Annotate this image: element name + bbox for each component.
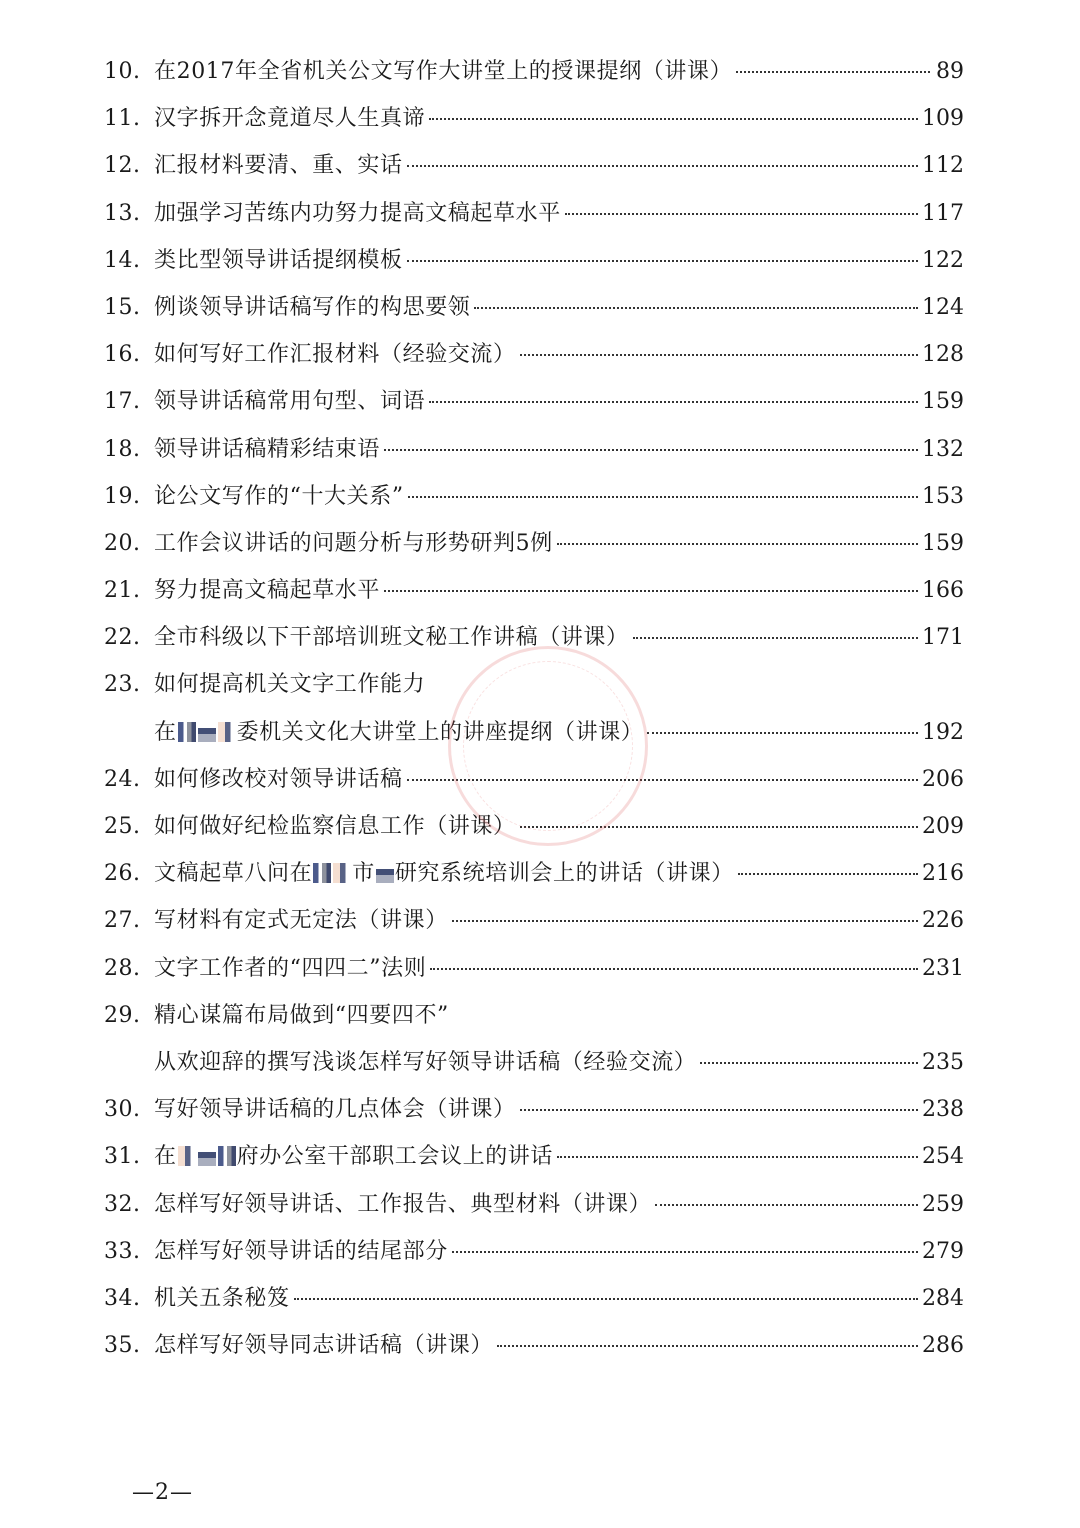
entry-title: 论公文写作的“十大关系” [154, 483, 404, 509]
entry-number: 24. [104, 766, 141, 792]
entry-title [154, 1133, 553, 1180]
entry-page: 231 [922, 955, 964, 981]
entry-number: 33. [104, 1238, 141, 1264]
dot-leader [430, 968, 918, 970]
entry-page: 284 [922, 1285, 964, 1311]
entry-title: 怎样写好领导同志讲话稿（讲课） [154, 1333, 494, 1359]
entry-page: 153 [922, 483, 964, 509]
entry-number: 18. [104, 436, 141, 462]
entry-title: 汇报材料要清、重、实话 [154, 153, 403, 179]
entry-page: 286 [922, 1333, 964, 1359]
entry-title: 写材料有定式无定法（讲课） [154, 908, 448, 934]
toc-entry [104, 237, 964, 284]
toc-entry [104, 331, 964, 378]
entry-page: 124 [922, 294, 964, 320]
entry-title: 汉字拆开念竟道尽人生真谛 [154, 106, 426, 132]
dot-leader [497, 1345, 918, 1347]
dot-leader [565, 213, 918, 215]
redaction-mosaic [198, 722, 216, 742]
entry-page: 166 [922, 578, 964, 604]
subtitle-part: 委机关文化大讲堂上的讲座提纲（讲课） [236, 719, 644, 745]
redaction-mosaic [333, 863, 351, 883]
page-number: —2— [132, 1480, 193, 1505]
dot-leader [738, 873, 918, 875]
entry-title: 类比型领导讲话提纲模板 [154, 247, 403, 273]
redaction-mosaic [313, 863, 331, 883]
dot-leader [520, 826, 918, 828]
entry-number: 14. [104, 247, 141, 273]
toc-entry [104, 95, 964, 142]
dot-leader [647, 732, 918, 734]
entry-number: 12. [104, 153, 141, 179]
entry-subtitle [104, 709, 643, 756]
entry-number: 31. [104, 1144, 141, 1170]
dot-leader [736, 71, 930, 73]
toc-entry [104, 850, 964, 897]
entry-number: 13. [104, 200, 141, 226]
toc-entry [104, 945, 964, 992]
entry-title: 如何做好纪检监察信息工作（讲课） [154, 814, 516, 839]
entry-title: 工作会议讲话的问题分析与形势研判5例 [154, 530, 553, 556]
subtitle-part: 在 [154, 719, 177, 745]
toc-entry [104, 567, 964, 614]
table-of-contents [104, 48, 964, 1369]
entry-number: 25. [104, 814, 141, 839]
toc-entry [104, 520, 964, 567]
toc-entry [104, 803, 964, 850]
entry-page: 206 [922, 766, 964, 792]
toc-entry [104, 756, 964, 803]
entry-page: 235 [922, 1049, 964, 1075]
toc-entry-continuation [104, 1039, 964, 1086]
redaction-mosaic [376, 863, 394, 883]
entry-number: 16. [104, 342, 141, 368]
dot-leader [407, 779, 918, 781]
title-part: 市 [352, 861, 375, 887]
toc-entry [104, 142, 964, 189]
dot-leader [407, 165, 918, 167]
redaction-mosaic [198, 1146, 216, 1166]
toc-entry [104, 1133, 964, 1180]
toc-entry [104, 661, 964, 708]
toc-entry [104, 614, 964, 661]
entry-title: 如何写好工作汇报材料（经验交流） [154, 342, 516, 368]
toc-entry [104, 992, 964, 1039]
entry-page: 159 [922, 389, 964, 415]
entry-title: 机关五条秘笈 [154, 1285, 290, 1311]
dot-leader [429, 118, 918, 120]
entry-number: 11. [104, 106, 141, 132]
entry-page: 171 [922, 625, 964, 651]
redaction-mosaic [218, 1146, 236, 1166]
dot-leader [384, 449, 918, 451]
entry-title: 例谈领导讲话稿写作的构思要领 [154, 294, 471, 320]
entry-title: 精心谋篇布局做到“四要四不” [154, 1002, 449, 1028]
title-part: 在 [154, 1144, 177, 1170]
entry-number: 22. [104, 625, 141, 651]
entry-title: 文字工作者的“四四二”法则 [154, 955, 427, 981]
dot-leader [474, 307, 918, 309]
entry-number: 30. [104, 1097, 141, 1123]
entry-page: 128 [922, 342, 964, 368]
entry-title: 领导讲话稿精彩结束语 [154, 436, 381, 462]
entry-number: 23. [104, 672, 141, 698]
entry-number: 19. [104, 483, 141, 509]
dot-leader [384, 590, 918, 592]
entry-number: 10. [104, 59, 141, 84]
entry-page: 238 [922, 1097, 964, 1123]
dot-leader [557, 543, 918, 545]
entry-number: 21. [104, 578, 141, 604]
entry-subtitle: 从欢迎辞的撰写浅谈怎样写好领导讲话稿（经验交流） [154, 1049, 697, 1075]
entry-title: 怎样写好领导讲话、工作报告、典型材料（讲课） [154, 1191, 652, 1217]
toc-entry [104, 48, 964, 95]
entry-page: 132 [922, 436, 964, 462]
toc-entry [104, 1228, 964, 1275]
toc-entry [104, 284, 964, 331]
entry-title: 怎样写好领导讲话的结尾部分 [154, 1238, 448, 1264]
entry-page: 192 [922, 719, 964, 745]
entry-page: 89 [936, 59, 964, 84]
toc-entry [104, 426, 964, 473]
redaction-mosaic [178, 1146, 196, 1166]
entry-title: 努力提高文稿起草水平 [154, 578, 381, 604]
dot-leader [429, 401, 918, 403]
dot-leader [655, 1204, 918, 1206]
entry-page: 122 [922, 247, 964, 273]
toc-entry [104, 1181, 964, 1228]
dot-leader [294, 1298, 918, 1300]
toc-entry [104, 473, 964, 520]
toc-entry [104, 190, 964, 237]
entry-number: 29. [104, 1002, 141, 1028]
redaction-mosaic [218, 722, 236, 742]
entry-title: 写好领导讲话稿的几点体会（讲课） [154, 1097, 516, 1123]
toc-entry [104, 1322, 964, 1369]
entry-page: 112 [922, 153, 964, 179]
dot-leader [408, 496, 918, 498]
entry-page: 117 [922, 200, 964, 226]
entry-number: 15. [104, 294, 141, 320]
title-part: 文稿起草八问在 [154, 861, 313, 887]
entry-number: 34. [104, 1285, 141, 1311]
entry-page: 254 [922, 1144, 964, 1170]
entry-page: 159 [922, 530, 964, 556]
entry-number: 27. [104, 908, 141, 934]
title-part: 研究系统培训会上的讲话（讲课） [394, 861, 734, 887]
entry-number: 35. [104, 1333, 141, 1359]
toc-entry [104, 1086, 964, 1133]
toc-entry [104, 897, 964, 944]
entry-title: 如何提高机关文字工作能力 [154, 672, 426, 698]
dot-leader [452, 920, 918, 922]
entry-number: 26. [104, 861, 141, 887]
entry-title: 在2017年全省机关公文写作大讲堂上的授课提纲（讲课） [154, 59, 733, 84]
dot-leader [452, 1251, 918, 1253]
entry-page: 226 [922, 908, 964, 934]
entry-title: 领导讲话稿常用句型、词语 [154, 389, 426, 415]
title-part: 府办公室干部职工会议上的讲话 [236, 1144, 554, 1170]
entry-page: 259 [922, 1191, 964, 1217]
entry-page: 109 [922, 106, 964, 132]
entry-page: 209 [922, 814, 964, 839]
dot-leader [520, 1109, 918, 1111]
dot-leader [557, 1156, 918, 1158]
entry-number: 20. [104, 530, 141, 556]
entry-title: 如何修改校对领导讲话稿 [154, 766, 403, 792]
entry-number: 17. [104, 389, 141, 415]
dot-leader [700, 1062, 918, 1064]
entry-page: 216 [922, 861, 964, 887]
entry-title [154, 850, 734, 897]
redaction-mosaic [178, 722, 196, 742]
toc-entry [104, 378, 964, 425]
dot-leader [520, 354, 918, 356]
entry-title: 加强学习苦练内功努力提高文稿起草水平 [154, 200, 561, 226]
dot-leader [407, 260, 918, 262]
toc-entry-continuation [104, 709, 964, 756]
entry-number: 32. [104, 1191, 141, 1217]
toc-entry [104, 1275, 964, 1322]
entry-title: 全市科级以下干部培训班文秘工作讲稿（讲课） [154, 625, 629, 651]
entry-page: 279 [922, 1238, 964, 1264]
dot-leader [633, 637, 918, 639]
entry-number: 28. [104, 955, 141, 981]
